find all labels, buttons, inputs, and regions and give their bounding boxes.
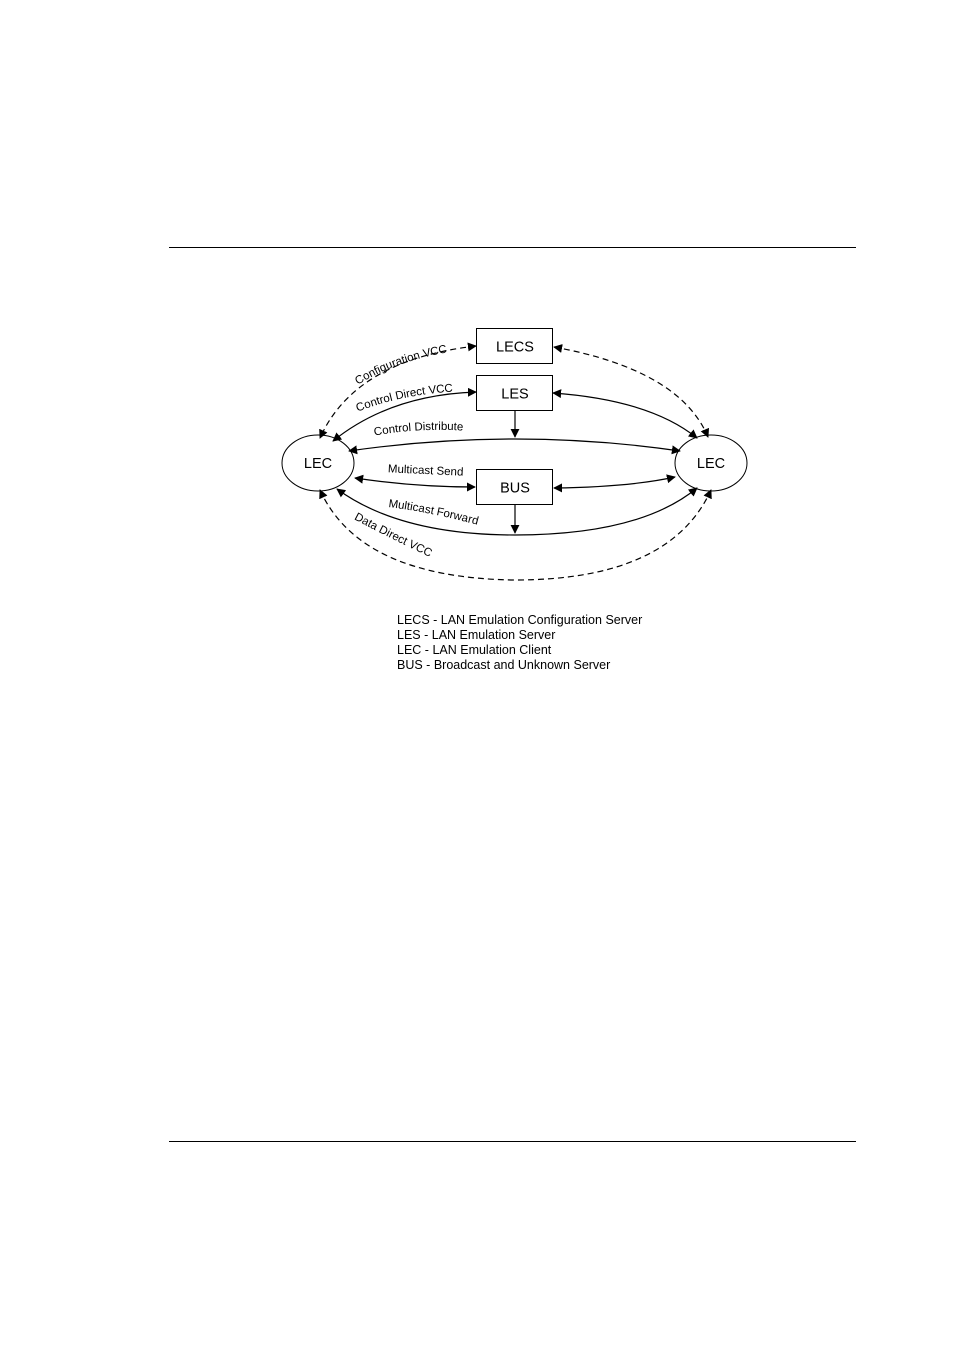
lec-right-node <box>675 435 747 491</box>
lec-left-node <box>282 435 354 491</box>
legend-item-les <box>397 628 642 643</box>
control-direct-vcc-right-edge <box>553 393 697 438</box>
control-direct-vcc-label: Control Direct VCC <box>354 382 454 415</box>
bus-label: BUS <box>500 480 530 497</box>
les-node <box>477 376 553 411</box>
legend-abbr: BUS <box>397 658 423 672</box>
legend-item-lec <box>397 643 642 658</box>
multicast-send-right-edge <box>554 477 675 488</box>
legend-text: LAN Emulation Configuration Server <box>440 613 643 627</box>
multicast-send-left-edge <box>355 478 475 487</box>
control-distribute-edge <box>349 439 680 451</box>
legend <box>397 613 642 673</box>
les-label: LES <box>501 386 529 403</box>
legend-text: LAN Emulation Server <box>431 628 556 642</box>
data-direct-vcc-label: Data Direct VCC <box>352 511 434 560</box>
configuration-vcc-right-edge <box>554 347 708 437</box>
legend-abbr: LES <box>397 628 421 642</box>
legend-abbr: LECS <box>397 613 430 627</box>
lec-left-label: LEC <box>303 456 333 472</box>
legend-abbr: LEC <box>397 643 422 657</box>
multicast-forward-label: Multicast Forward <box>387 498 480 528</box>
legend-separator: - <box>422 658 434 672</box>
lecs-label: LECS <box>496 339 534 356</box>
control-distribute-label: Control Distribute <box>372 420 464 439</box>
lec-right-label: LEC <box>696 456 726 472</box>
legend-separator: - <box>429 613 441 627</box>
legend-item-bus <box>397 658 642 673</box>
legend-item-lecs <box>397 613 642 628</box>
legend-text: Broadcast and Unknown Server <box>433 658 611 672</box>
legend-separator: - <box>420 628 432 642</box>
lecs-node <box>477 329 553 364</box>
legend-text: LAN Emulation Client <box>432 643 552 657</box>
configuration-vcc-label: Configuration VCC <box>353 343 448 388</box>
multicast-send-label: Multicast Send <box>387 463 464 479</box>
bus-node <box>477 470 553 505</box>
legend-separator: - <box>421 643 433 657</box>
